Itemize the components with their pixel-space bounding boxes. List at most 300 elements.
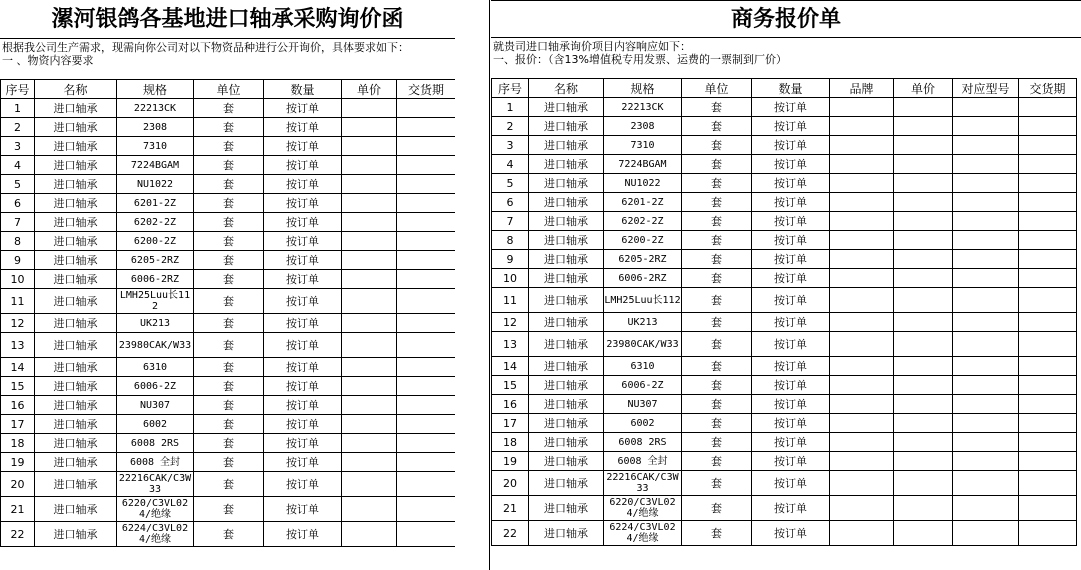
cell-name: 进口轴承 <box>529 452 604 471</box>
table-row <box>492 496 1077 521</box>
blank-input-cell[interactable] <box>953 174 1019 193</box>
cell-spec: 6220/C3VL024/绝缘 <box>604 496 682 521</box>
cell-unit: 套 <box>682 313 752 332</box>
blank-input-cell[interactable] <box>830 269 894 288</box>
cell-qty: 按订单 <box>752 313 830 332</box>
blank-input-cell[interactable] <box>397 194 456 213</box>
blank-input-cell[interactable] <box>953 117 1019 136</box>
blank-input-cell[interactable] <box>953 250 1019 269</box>
cell-no: 3 <box>492 136 529 155</box>
cell-unit: 套 <box>682 357 752 376</box>
cell-name: 进口轴承 <box>35 175 117 194</box>
cell-name: 进口轴承 <box>529 357 604 376</box>
blank-input-cell[interactable] <box>953 452 1019 471</box>
cell-name: 进口轴承 <box>35 137 117 156</box>
blank-input-cell[interactable] <box>894 357 953 376</box>
quotation-intro-block <box>491 38 1081 78</box>
cell-name: 进口轴承 <box>35 194 117 213</box>
cell-no: 10 <box>1 270 35 289</box>
cell-unit: 套 <box>194 289 264 314</box>
blank-input-cell[interactable] <box>830 414 894 433</box>
inquiry-intro-block <box>0 39 455 79</box>
cell-spec: 6310 <box>117 358 194 377</box>
blank-input-cell[interactable] <box>397 175 456 194</box>
cell-no: 1 <box>1 99 35 118</box>
blank-input-cell[interactable] <box>953 288 1019 313</box>
cell-name: 进口轴承 <box>35 434 117 453</box>
blank-input-cell[interactable] <box>1019 452 1077 471</box>
table-row <box>492 98 1077 117</box>
table-row <box>1 99 456 118</box>
table-row <box>492 414 1077 433</box>
table-row <box>1 251 456 270</box>
cell-name: 进口轴承 <box>35 270 117 289</box>
blank-input-cell[interactable] <box>953 193 1019 212</box>
cell-unit: 套 <box>682 212 752 231</box>
blank-input-cell[interactable] <box>342 415 397 434</box>
blank-input-cell[interactable] <box>830 452 894 471</box>
blank-input-cell[interactable] <box>342 213 397 232</box>
table-row <box>492 376 1077 395</box>
blank-input-cell[interactable] <box>342 118 397 137</box>
blank-input-cell[interactable] <box>894 496 953 521</box>
cell-name: 进口轴承 <box>35 396 117 415</box>
blank-input-cell[interactable] <box>397 415 456 434</box>
blank-input-cell[interactable] <box>342 314 397 333</box>
cell-spec: 7224BGAM <box>604 155 682 174</box>
cell-no: 21 <box>492 496 529 521</box>
header-cell: 单位 <box>682 79 752 98</box>
table-row <box>1 156 456 175</box>
cell-spec: UK213 <box>604 313 682 332</box>
cell-spec: 6006-2Z <box>117 377 194 396</box>
blank-input-cell[interactable] <box>342 137 397 156</box>
cell-unit: 套 <box>194 156 264 175</box>
blank-input-cell[interactable] <box>953 231 1019 250</box>
cell-spec: 6205-2RZ <box>117 251 194 270</box>
cell-unit: 套 <box>682 231 752 250</box>
blank-input-cell[interactable] <box>830 471 894 496</box>
cell-spec: 2308 <box>604 117 682 136</box>
cell-name: 进口轴承 <box>529 250 604 269</box>
cell-unit: 套 <box>682 332 752 357</box>
table-row <box>1 396 456 415</box>
cell-spec: 6310 <box>604 357 682 376</box>
blank-input-cell[interactable] <box>342 358 397 377</box>
blank-input-cell[interactable] <box>894 155 953 174</box>
cell-no: 6 <box>1 194 35 213</box>
blank-input-cell[interactable] <box>397 396 456 415</box>
cell-spec: 22216CAK/C3W33 <box>117 472 194 497</box>
cell-name: 进口轴承 <box>529 496 604 521</box>
cell-unit: 套 <box>682 117 752 136</box>
table-row <box>1 434 456 453</box>
cell-qty: 按订单 <box>264 137 342 156</box>
cell-no: 16 <box>492 395 529 414</box>
cell-no: 22 <box>492 521 529 546</box>
blank-input-cell[interactable] <box>953 471 1019 496</box>
blank-input-cell[interactable] <box>953 155 1019 174</box>
cell-unit: 套 <box>194 270 264 289</box>
blank-input-cell[interactable] <box>397 333 456 358</box>
blank-input-cell[interactable] <box>830 376 894 395</box>
blank-input-cell[interactable] <box>1019 521 1077 546</box>
blank-input-cell[interactable] <box>397 118 456 137</box>
cell-no: 16 <box>1 396 35 415</box>
cell-unit: 套 <box>194 194 264 213</box>
blank-input-cell[interactable] <box>830 98 894 117</box>
cell-unit: 套 <box>194 472 264 497</box>
cell-name: 进口轴承 <box>35 358 117 377</box>
blank-input-cell[interactable] <box>953 98 1019 117</box>
blank-input-cell[interactable] <box>342 175 397 194</box>
blank-input-cell[interactable] <box>894 332 953 357</box>
cell-no: 10 <box>492 269 529 288</box>
cell-no: 15 <box>1 377 35 396</box>
blank-input-cell[interactable] <box>397 358 456 377</box>
cell-qty: 按订单 <box>752 98 830 117</box>
blank-input-cell[interactable] <box>953 414 1019 433</box>
blank-input-cell[interactable] <box>342 453 397 472</box>
cell-spec: 7224BGAM <box>117 156 194 175</box>
cell-qty: 按订单 <box>264 453 342 472</box>
blank-input-cell[interactable] <box>1019 269 1077 288</box>
blank-input-cell[interactable] <box>397 377 456 396</box>
blank-input-cell[interactable] <box>830 288 894 313</box>
cell-spec: 6201-2Z <box>604 193 682 212</box>
cell-qty: 按订单 <box>752 471 830 496</box>
blank-input-cell[interactable] <box>342 396 397 415</box>
blank-input-cell[interactable] <box>397 497 456 522</box>
cell-name: 进口轴承 <box>529 193 604 212</box>
blank-input-cell[interactable] <box>894 452 953 471</box>
header-cell: 交货期 <box>1019 79 1077 98</box>
blank-input-cell[interactable] <box>342 99 397 118</box>
blank-input-cell[interactable] <box>1019 395 1077 414</box>
blank-input-cell[interactable] <box>1019 433 1077 452</box>
blank-input-cell[interactable] <box>830 193 894 212</box>
blank-input-cell[interactable] <box>894 395 953 414</box>
blank-input-cell[interactable] <box>894 193 953 212</box>
blank-input-cell[interactable] <box>953 269 1019 288</box>
cell-name: 进口轴承 <box>529 376 604 395</box>
blank-input-cell[interactable] <box>342 194 397 213</box>
table-row <box>492 117 1077 136</box>
cell-qty: 按订单 <box>264 472 342 497</box>
cell-name: 进口轴承 <box>35 232 117 251</box>
table-row <box>492 395 1077 414</box>
blank-input-cell[interactable] <box>894 117 953 136</box>
blank-input-cell[interactable] <box>830 496 894 521</box>
cell-no: 20 <box>1 472 35 497</box>
cell-qty: 按订单 <box>752 395 830 414</box>
table-row <box>1 522 456 547</box>
cell-spec: 6006-2RZ <box>117 270 194 289</box>
blank-input-cell[interactable] <box>894 174 953 193</box>
blank-input-cell[interactable] <box>397 213 456 232</box>
blank-input-cell[interactable] <box>953 212 1019 231</box>
inquiry-letter-panel <box>0 0 455 547</box>
quotation-panel <box>491 0 1081 546</box>
table-row <box>492 288 1077 313</box>
blank-input-cell[interactable] <box>1019 288 1077 313</box>
cell-no: 11 <box>1 289 35 314</box>
cell-qty: 按订单 <box>264 270 342 289</box>
cell-no: 12 <box>1 314 35 333</box>
cell-qty: 按订单 <box>264 497 342 522</box>
cell-name: 进口轴承 <box>529 313 604 332</box>
cell-unit: 套 <box>682 414 752 433</box>
cell-qty: 按订单 <box>752 117 830 136</box>
cell-name: 进口轴承 <box>529 98 604 117</box>
blank-input-cell[interactable] <box>830 250 894 269</box>
header-cell: 对应型号 <box>953 79 1019 98</box>
blank-input-cell[interactable] <box>894 376 953 395</box>
blank-input-cell[interactable] <box>894 433 953 452</box>
cell-spec: 6202-2Z <box>117 213 194 232</box>
cell-name: 进口轴承 <box>35 522 117 547</box>
cell-spec: 7310 <box>604 136 682 155</box>
inquiry-intro: 根据我公司生产需求，现需向你公司对以下物资品种进行公开询价，具体要求如下： <box>2 41 409 54</box>
cell-unit: 套 <box>682 136 752 155</box>
inquiry-table <box>0 79 456 547</box>
blank-input-cell[interactable] <box>1019 136 1077 155</box>
inquiry-section-heading: 一 、物资内容要求 <box>2 54 94 67</box>
cell-no: 4 <box>1 156 35 175</box>
blank-input-cell[interactable] <box>1019 193 1077 212</box>
cell-qty: 按订单 <box>752 212 830 231</box>
blank-input-cell[interactable] <box>830 313 894 332</box>
blank-input-cell[interactable] <box>1019 98 1077 117</box>
header-cell: 名称 <box>529 79 604 98</box>
cell-name: 进口轴承 <box>35 333 117 358</box>
cell-spec: 6002 <box>604 414 682 433</box>
blank-input-cell[interactable] <box>1019 174 1077 193</box>
cell-no: 7 <box>492 212 529 231</box>
cell-no: 19 <box>492 452 529 471</box>
blank-input-cell[interactable] <box>953 496 1019 521</box>
blank-input-cell[interactable] <box>397 289 456 314</box>
blank-input-cell[interactable] <box>894 269 953 288</box>
blank-input-cell[interactable] <box>397 472 456 497</box>
cell-spec: 22213CK <box>604 98 682 117</box>
cell-unit: 套 <box>682 98 752 117</box>
blank-input-cell[interactable] <box>397 453 456 472</box>
blank-input-cell[interactable] <box>830 395 894 414</box>
cell-spec: LMH25Luu长112 <box>604 288 682 313</box>
blank-input-cell[interactable] <box>894 136 953 155</box>
table-row <box>1 453 456 472</box>
cell-unit: 套 <box>682 193 752 212</box>
cell-spec: 22216CAK/C3W33 <box>604 471 682 496</box>
blank-input-cell[interactable] <box>342 377 397 396</box>
table-row <box>1 377 456 396</box>
blank-input-cell[interactable] <box>894 98 953 117</box>
table-row <box>492 471 1077 496</box>
cell-qty: 按订单 <box>264 358 342 377</box>
blank-input-cell[interactable] <box>953 376 1019 395</box>
cell-unit: 套 <box>194 314 264 333</box>
blank-input-cell[interactable] <box>397 434 456 453</box>
blank-input-cell[interactable] <box>397 232 456 251</box>
blank-input-cell[interactable] <box>953 332 1019 357</box>
cell-spec: 6008 全封 <box>604 452 682 471</box>
cell-no: 6 <box>492 193 529 212</box>
cell-name: 进口轴承 <box>35 377 117 396</box>
blank-input-cell[interactable] <box>342 497 397 522</box>
cell-name: 进口轴承 <box>529 332 604 357</box>
cell-name: 进口轴承 <box>35 453 117 472</box>
cell-spec: NU1022 <box>604 174 682 193</box>
table-row <box>1 497 456 522</box>
cell-qty: 按订单 <box>752 288 830 313</box>
table-row <box>492 357 1077 376</box>
cell-qty: 按订单 <box>752 193 830 212</box>
cell-spec: 7310 <box>117 137 194 156</box>
cell-qty: 按订单 <box>264 377 342 396</box>
blank-input-cell[interactable] <box>1019 357 1077 376</box>
blank-input-cell[interactable] <box>397 522 456 547</box>
blank-input-cell[interactable] <box>894 212 953 231</box>
cell-name: 进口轴承 <box>35 472 117 497</box>
blank-input-cell[interactable] <box>894 521 953 546</box>
cell-unit: 套 <box>194 522 264 547</box>
cell-unit: 套 <box>682 174 752 193</box>
blank-input-cell[interactable] <box>397 314 456 333</box>
cell-qty: 按订单 <box>264 289 342 314</box>
quotation-intro: 就贵司进口轴承询价项目内容响应如下： <box>493 40 691 53</box>
blank-input-cell[interactable] <box>342 472 397 497</box>
blank-input-cell[interactable] <box>830 521 894 546</box>
cell-no: 12 <box>492 313 529 332</box>
blank-input-cell[interactable] <box>830 231 894 250</box>
blank-input-cell[interactable] <box>342 270 397 289</box>
cell-name: 进口轴承 <box>35 156 117 175</box>
cell-no: 20 <box>492 471 529 496</box>
inquiry-table-header <box>1 80 456 99</box>
cell-qty: 按订单 <box>752 376 830 395</box>
cell-spec: 22213CK <box>117 99 194 118</box>
blank-input-cell[interactable] <box>1019 155 1077 174</box>
blank-input-cell[interactable] <box>953 136 1019 155</box>
blank-input-cell[interactable] <box>342 156 397 175</box>
blank-input-cell[interactable] <box>953 433 1019 452</box>
table-row <box>1 333 456 358</box>
blank-input-cell[interactable] <box>397 137 456 156</box>
cell-spec: 6224/C3VL024/绝缘 <box>604 521 682 546</box>
blank-input-cell[interactable] <box>953 313 1019 332</box>
cell-name: 进口轴承 <box>35 314 117 333</box>
blank-input-cell[interactable] <box>342 333 397 358</box>
cell-no: 8 <box>1 232 35 251</box>
cell-unit: 套 <box>682 395 752 414</box>
cell-spec: 2308 <box>117 118 194 137</box>
table-row <box>1 270 456 289</box>
cell-no: 17 <box>492 414 529 433</box>
cell-spec: 6006-2Z <box>604 376 682 395</box>
cell-name: 进口轴承 <box>529 288 604 313</box>
blank-input-cell[interactable] <box>830 357 894 376</box>
blank-input-cell[interactable] <box>342 232 397 251</box>
blank-input-cell[interactable] <box>830 212 894 231</box>
blank-input-cell[interactable] <box>1019 376 1077 395</box>
blank-input-cell[interactable] <box>397 251 456 270</box>
blank-input-cell[interactable] <box>1019 231 1077 250</box>
blank-input-cell[interactable] <box>830 117 894 136</box>
blank-input-cell[interactable] <box>830 433 894 452</box>
cell-no: 5 <box>1 175 35 194</box>
cell-spec: NU307 <box>604 395 682 414</box>
blank-input-cell[interactable] <box>894 231 953 250</box>
cell-spec: 23980CAK/W33 <box>117 333 194 358</box>
table-row <box>1 358 456 377</box>
blank-input-cell[interactable] <box>1019 250 1077 269</box>
cell-name: 进口轴承 <box>35 497 117 522</box>
header-cell: 序号 <box>492 79 529 98</box>
cell-qty: 按订单 <box>264 118 342 137</box>
cell-spec: UK213 <box>117 314 194 333</box>
blank-input-cell[interactable] <box>342 251 397 270</box>
blank-input-cell[interactable] <box>397 156 456 175</box>
cell-qty: 按订单 <box>752 414 830 433</box>
blank-input-cell[interactable] <box>953 521 1019 546</box>
cell-unit: 套 <box>682 471 752 496</box>
cell-unit: 套 <box>194 232 264 251</box>
table-row <box>1 314 456 333</box>
cell-qty: 按订单 <box>264 99 342 118</box>
blank-input-cell[interactable] <box>953 357 1019 376</box>
cell-qty: 按订单 <box>752 521 830 546</box>
table-row <box>492 452 1077 471</box>
blank-input-cell[interactable] <box>1019 212 1077 231</box>
table-row <box>1 232 456 251</box>
table-row <box>492 433 1077 452</box>
blank-input-cell[interactable] <box>953 395 1019 414</box>
blank-input-cell[interactable] <box>397 270 456 289</box>
blank-input-cell[interactable] <box>830 332 894 357</box>
cell-name: 进口轴承 <box>529 521 604 546</box>
blank-input-cell[interactable] <box>397 99 456 118</box>
blank-input-cell[interactable] <box>894 250 953 269</box>
blank-input-cell[interactable] <box>894 414 953 433</box>
blank-input-cell[interactable] <box>894 313 953 332</box>
cell-unit: 套 <box>194 333 264 358</box>
cell-spec: 6224/C3VL024/绝缘 <box>117 522 194 547</box>
blank-input-cell[interactable] <box>830 174 894 193</box>
blank-input-cell[interactable] <box>1019 332 1077 357</box>
blank-input-cell[interactable] <box>1019 313 1077 332</box>
blank-input-cell[interactable] <box>830 155 894 174</box>
blank-input-cell[interactable] <box>894 471 953 496</box>
blank-input-cell[interactable] <box>1019 471 1077 496</box>
cell-unit: 套 <box>194 99 264 118</box>
blank-input-cell[interactable] <box>1019 117 1077 136</box>
table-row <box>492 193 1077 212</box>
cell-qty: 按订单 <box>752 250 830 269</box>
cell-no: 18 <box>492 433 529 452</box>
blank-input-cell[interactable] <box>1019 414 1077 433</box>
blank-input-cell[interactable] <box>894 288 953 313</box>
blank-input-cell[interactable] <box>342 289 397 314</box>
header-cell: 品牌 <box>830 79 894 98</box>
cell-no: 14 <box>1 358 35 377</box>
cell-qty: 按订单 <box>264 213 342 232</box>
blank-input-cell[interactable] <box>342 522 397 547</box>
blank-input-cell[interactable] <box>342 434 397 453</box>
cell-qty: 按订单 <box>752 332 830 357</box>
blank-input-cell[interactable] <box>1019 496 1077 521</box>
blank-input-cell[interactable] <box>830 136 894 155</box>
